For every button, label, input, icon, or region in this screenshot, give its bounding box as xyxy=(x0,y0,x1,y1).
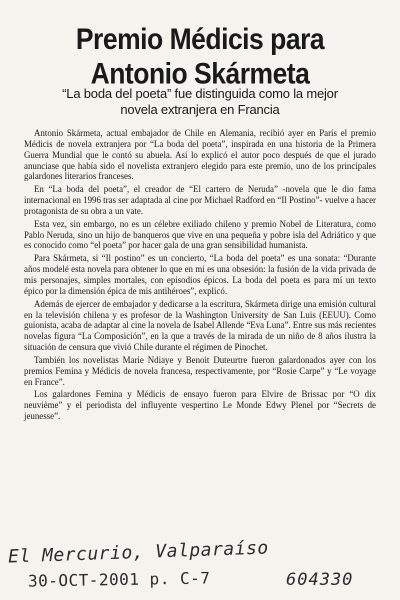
source-note: El Mercurio, Valparaíso xyxy=(7,537,270,568)
paragraph-1: Antonio Skármeta, actual embajador de Chile en Alemania, recibió ayer en París el premio Médicis de novela extranjera por “La boda del poeta”, inspirada en una historia de la Primera Guerra Mundial que le contó su abuela. Así lo explicó el autor poco después de que el jurado anunciase que había sido el novelista extranjero elegido para este premio, uno de los principales galardones literarios franceses. xyxy=(24,128,376,182)
article-body xyxy=(24,128,376,424)
paragraph-3: Esta vez, sin embargo, no es un célebre exiliado chileno y premio Nobel de Literatura, como Pablo Neruda, sino un hijo de banqueros que vive en una pequeña y pobre isla del Adriático y que es conocido como “el poeta” por hacer gala de una gran sensibilidad humanista. xyxy=(24,218,376,251)
subheadline-line-1: “La boda del poeta” fue distinguida como la mejor xyxy=(62,86,338,101)
headline-line-2: Antonio Skármeta xyxy=(90,56,310,91)
paragraph-2: En “La boda del poeta”, el creador de “El cartero de Neruda” -novela que le dio fama internacional en 1996 tras ser adaptada al cine por Michael Radford en “Il Postino”- vuelve a hacer protagonista de su obra a un vate. xyxy=(24,184,376,216)
paragraph-5: Además de ejercer de embajador y dedicarse a la escritura, Skármeta dirige una emisión cultural en la televisión chilena y es profesor de la Washington University de San Luis (EEUU). Como guionista, acaba de adaptar al cine la novela de Isabel Allende “Eva Luna”. Entre sus más recientes novelas figura “La Composición”, en la que a través de la mirada de un niño de 8 años ilustra la situación de censura que vivió Chile durante el régimen de Pinochet. xyxy=(24,298,376,353)
headline-line-1: Premio Médicis para xyxy=(75,21,325,56)
subheadline-line-2: novela extranjera en Francia xyxy=(120,102,280,117)
paragraph-4: Para Skármeta, si “Il postino” es un concierto, “La boda del poeta” es una sonata: “Durante años modelé esta novela para obtener lo que en mí es una obsesión: la fusión de la vida privada de mis personajes, simples mortales, con episodios épicos. La boda del poeta es para mí un texto épico por la dimensión épica de mis antihéroes”, explicó. xyxy=(24,253,376,296)
date-page-note: 30-OCT-2001 p. C-7 xyxy=(27,568,211,591)
subheadline xyxy=(20,86,380,118)
headline xyxy=(0,22,400,91)
handwritten-annotation xyxy=(8,536,398,596)
paragraph-6: También los novelistas Marie Ndiaye y Benoit Duteurtre fueron galardonados ayer con los premios Femina y Médicis de novela francesa, respectivamente, por “Rosie Carpe” y “Le voyage en France”. xyxy=(24,354,376,387)
archive-number: 604330 xyxy=(286,570,354,590)
paragraph-7: Los galardones Femina y Médicis de ensayo fueron para Elvire de Brissac por “O dix neuvième” y el periodista del influyente vespertino Le Monde Edwy Plenel por “Secrets de jeunesse”. xyxy=(24,389,376,422)
